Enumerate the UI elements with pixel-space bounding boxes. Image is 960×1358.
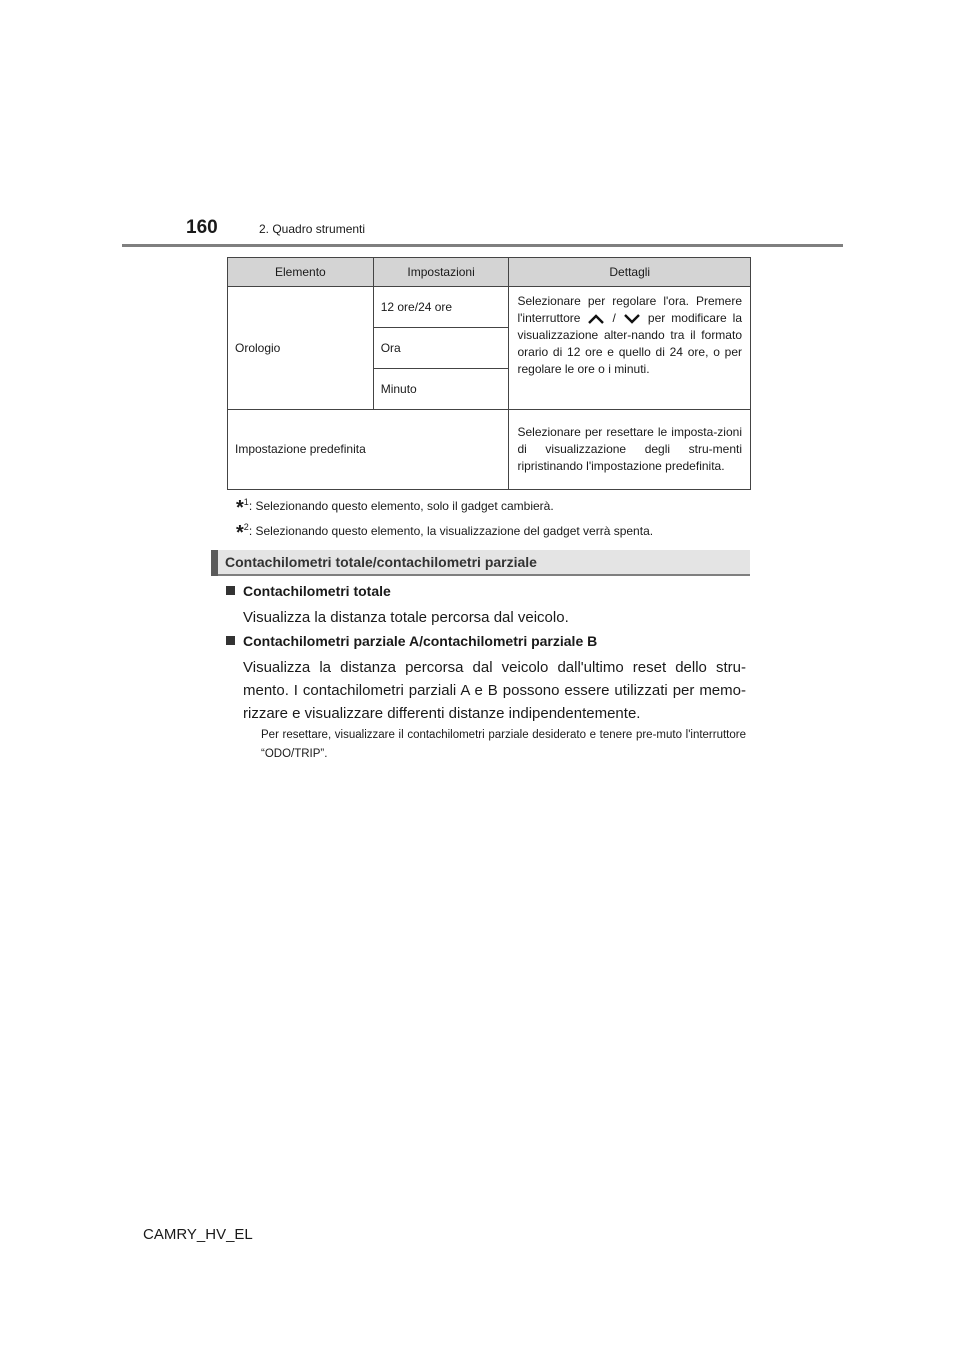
bullet-square-icon [226,586,235,595]
chevron-up-icon [587,314,605,324]
cell-orologio: Orologio [228,287,374,410]
table-header-row [228,258,751,287]
cell-minuto: Minuto [373,369,509,410]
footnote-text: : Selezionando questo elemento, la visualizzazione del gadget verrà spenta. [248,524,654,538]
settings-table [227,257,751,490]
cell-default-details: Selezionare per resettare le imposta-zioni di visualizzazione degli stru-menti ripristinando l'impostazione predefinita. [509,410,751,490]
item-heading-1 [226,583,391,599]
details-text-pre: Selezionare per regolare l'ora. Premere l'interruttore [517,294,742,325]
item-body-1: Visualizza la distanza totale percorsa dal veicolo. [243,609,569,626]
footer-model-code: CAMRY_HV_EL [143,1226,253,1243]
item-heading-text: Contachilometri totale [243,583,391,599]
table-row [228,410,751,490]
table-row [228,287,751,328]
header-rule [122,244,843,247]
bullet-square-icon [226,636,235,645]
section-band-marker [211,550,218,576]
page-number: 160 [186,217,218,238]
footnote-number: 1 [243,497,249,507]
item-note-2: Per resettare, visualizzare il contachilometri parziale desiderato e tenere pre-muto l'interruttore “ODO/TRIP”. [261,729,746,760]
cell-impostazione-predefinita: Impostazione predefinita [228,410,509,490]
chevron-down-icon [623,314,641,324]
item-heading-2 [226,633,597,649]
header-elemento: Elemento [228,258,374,287]
item-heading-text: Contachilometri parziale A/contachilometri parziale B [243,633,598,649]
footnote-text: : Selezionando questo elemento, solo il gadget cambierà. [248,499,554,513]
details-text-post: per modificare la visualizzazione alter-nando tra il formato orario di 12 ore e quello di 24 ore, o per regolare le ore o i minuti. [517,311,742,376]
footnote-number: 2 [243,522,249,532]
section-band [211,550,750,576]
details-separator: / [612,311,616,325]
section-title: 2. Quadro strumenti [259,222,366,236]
cell-orologio-details [509,287,751,410]
item-body-2: Visualizza la distanza percorsa dal veicolo dall'ultimo reset dello stru-mento. I contachilometri parziali A e B possono essere utilizzati per memo-rizzare e visualizzare differenti distanze indipendentemente. [243,659,746,722]
cell-12-24: 12 ore/24 ore [373,287,509,328]
footnote-2 [236,518,654,544]
footnote-marker: * [236,522,244,544]
header-impostazioni: Impostazioni [373,258,509,287]
header-dettagli: Dettagli [509,258,751,287]
footnote-1 [236,493,554,519]
cell-ora: Ora [373,328,509,369]
section-band-title: Contachilometri totale/contachilometri parziale [225,554,537,570]
footnote-marker: * [236,497,244,519]
